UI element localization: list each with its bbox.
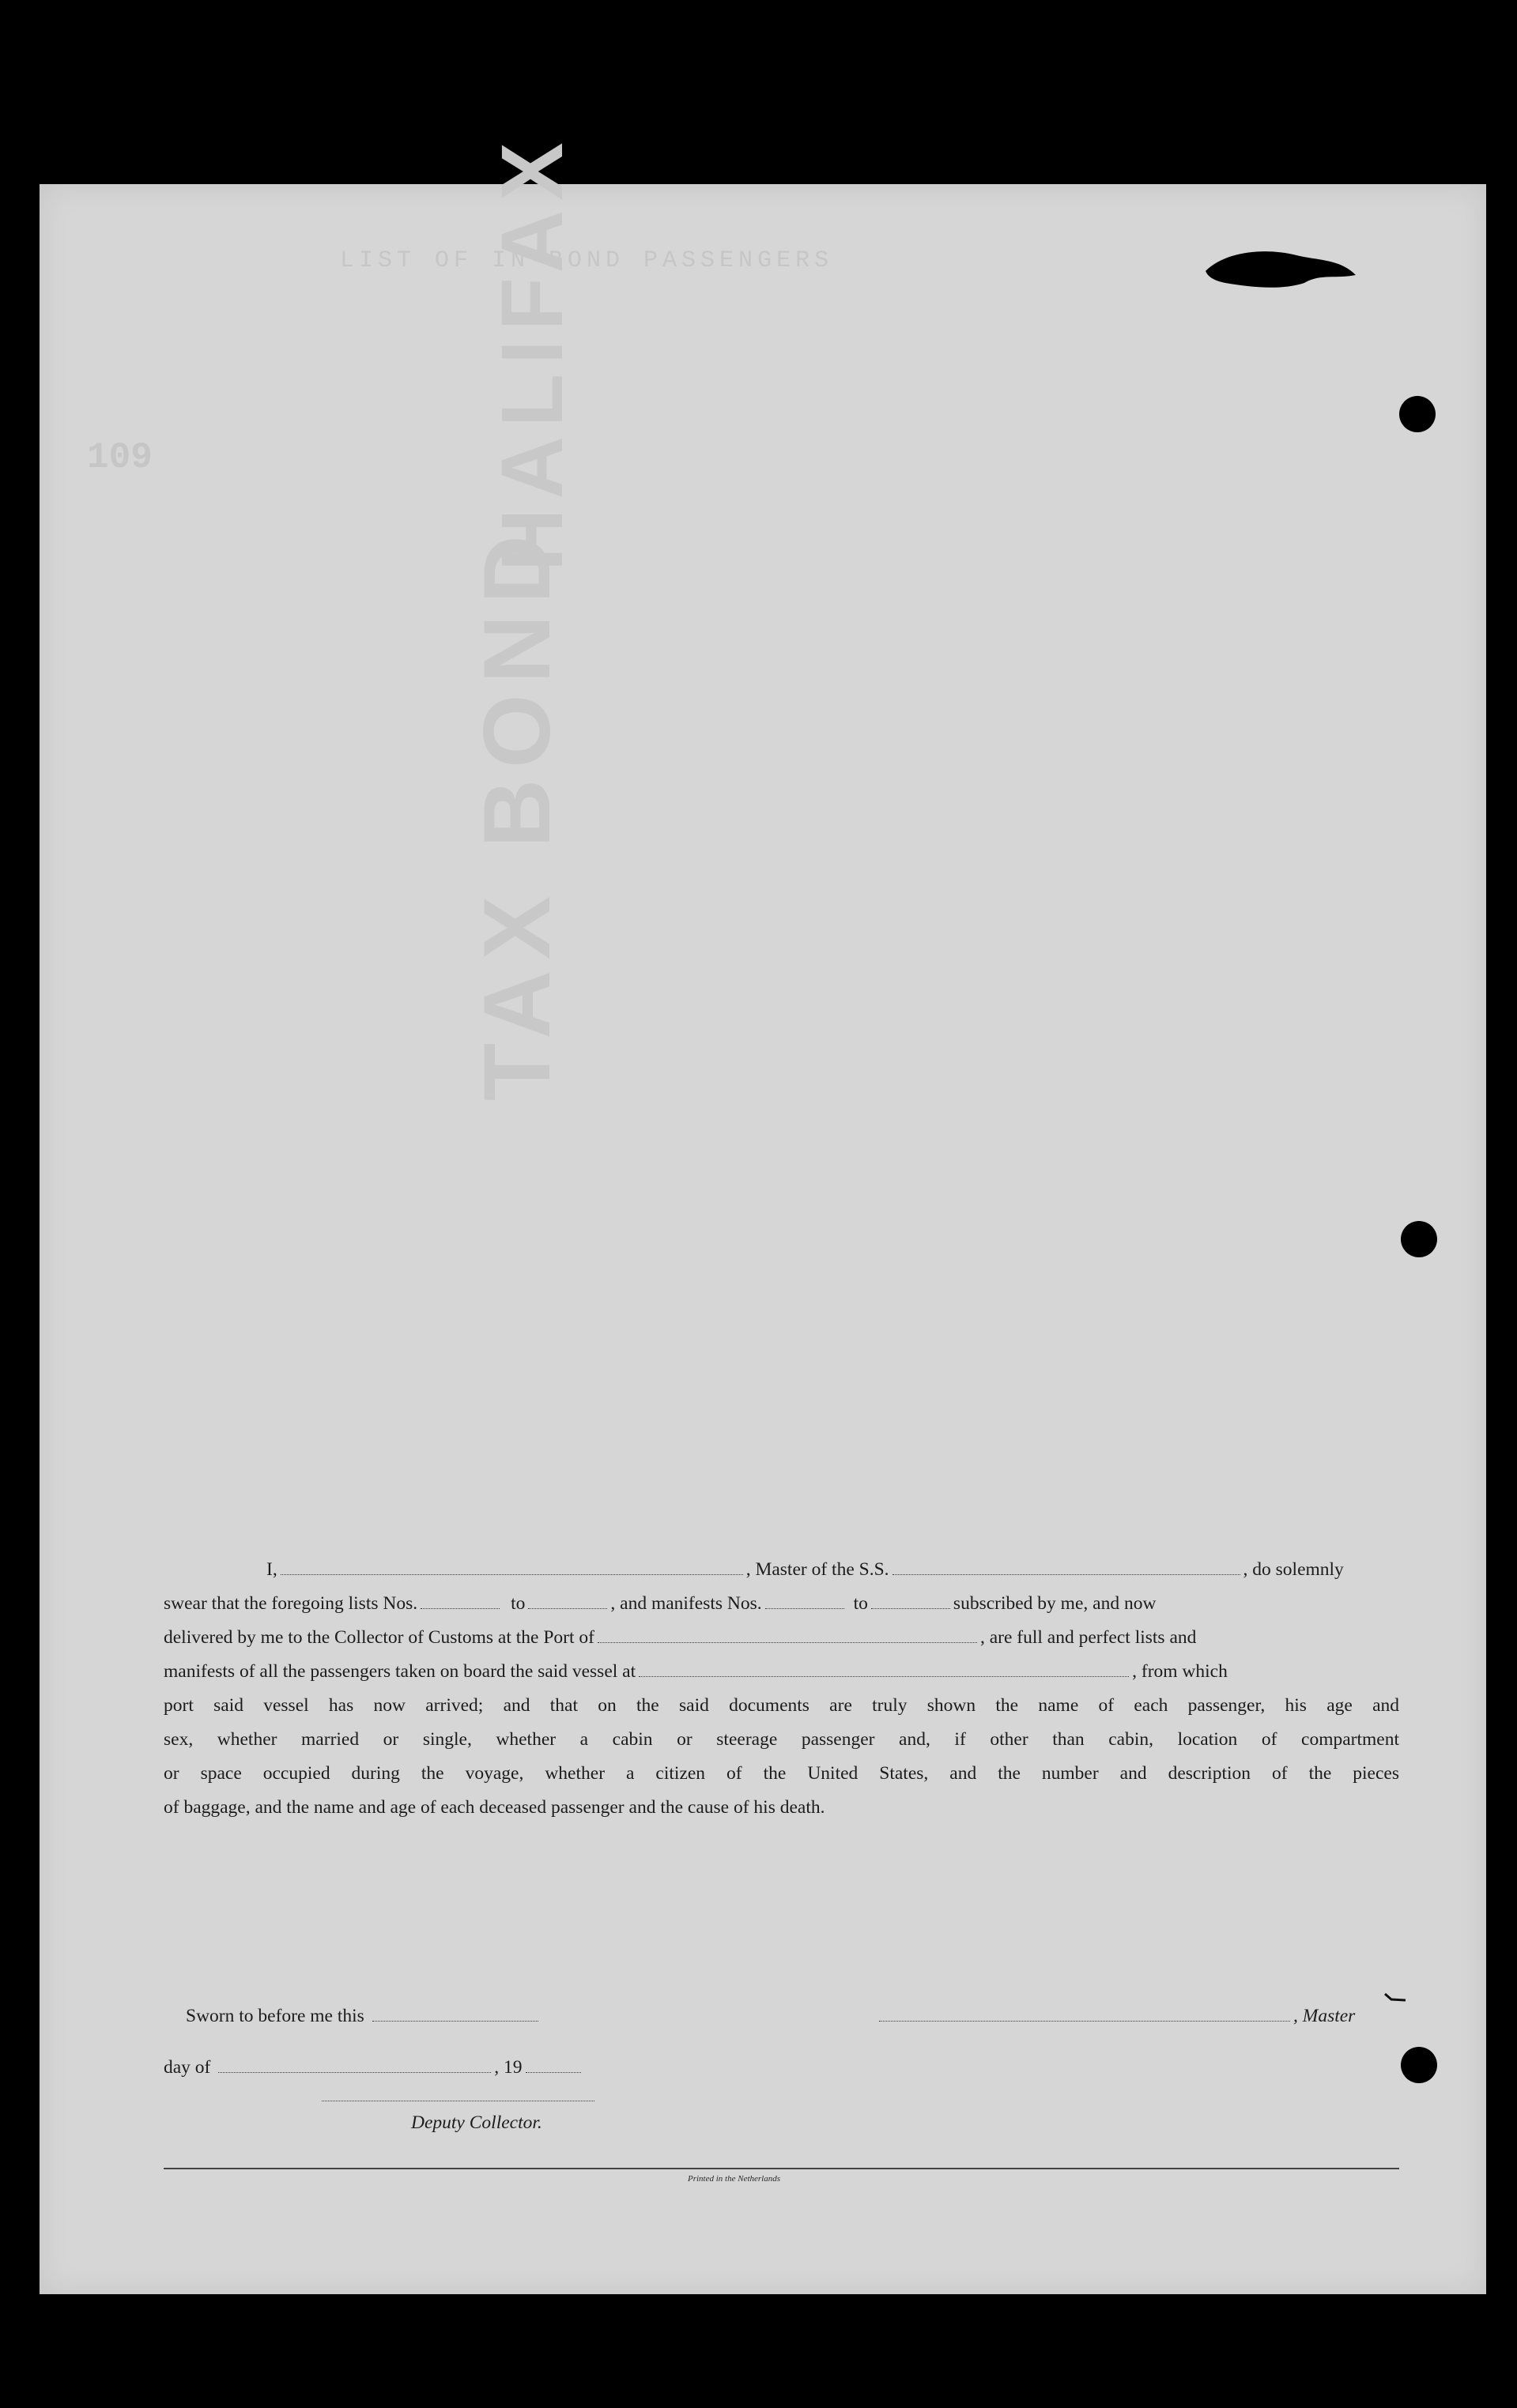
departure-port-blank[interactable] <box>639 1661 1129 1677</box>
oath-line-8: of baggage, and the name and age of each deceased passenger and the cause of his death. <box>164 1797 825 1818</box>
oath-line-7: or space occupied during the voyage, whether a citizen of the United States, and the number and description of the pieces <box>164 1763 1399 1784</box>
oath-text: , do solemnly <box>1243 1559 1344 1580</box>
footer-rule <box>164 2168 1399 2169</box>
master-signature-line <box>876 2006 1355 2027</box>
punch-hole <box>1399 396 1436 432</box>
manifests-from-blank[interactable] <box>765 1593 844 1609</box>
ship-name-blank[interactable] <box>892 1559 1240 1575</box>
torn-corner <box>1202 243 1360 291</box>
master-label: , Master <box>1293 2006 1356 2026</box>
oath-text: delivered by me to the Collector of Customs at the Port of <box>164 1627 594 1648</box>
ghost-stamp-tax-bond: TAX BOND <box>464 524 570 1101</box>
master-signature-blank[interactable] <box>879 2006 1290 2022</box>
oath-line-4 <box>164 1655 1399 1689</box>
lists-to-blank[interactable] <box>528 1593 607 1609</box>
oath-text: , from which <box>1132 1661 1228 1682</box>
ghost-title: LIST OF IN-BOND PASSENGERS <box>340 247 834 274</box>
oath-line-6: sex, whether married or single, whether a cabin or steerage passenger and, if other than cabin, location of compartment <box>164 1729 1399 1750</box>
day-of-label: day of <box>164 2057 211 2078</box>
document-page <box>40 133 1486 2294</box>
lists-from-blank[interactable] <box>421 1593 500 1609</box>
oath-text: manifests of all the passengers taken on board the said vessel at <box>164 1661 636 1682</box>
sworn-line <box>186 2006 542 2027</box>
ghost-page-number: 109 <box>87 437 153 478</box>
year-prefix: , 19 <box>494 2057 523 2078</box>
oath-text: to <box>853 1593 868 1614</box>
oath-text: swear that the foregoing lists Nos. <box>164 1593 418 1614</box>
punch-hole <box>1401 1221 1437 1257</box>
printer-imprint: Printed in the Netherlands <box>688 2174 781 2184</box>
oath-text: , and manifests Nos. <box>610 1593 762 1614</box>
oath-line-1 <box>164 1553 1399 1587</box>
oath-line-3 <box>164 1621 1399 1655</box>
master-name-blank[interactable] <box>281 1559 743 1575</box>
sworn-date-blank[interactable] <box>372 2006 538 2022</box>
ink-mark <box>1383 1992 1407 2002</box>
oath-line-2 <box>164 1587 1399 1621</box>
ghost-stamp-halifax: HALIFAX <box>484 133 581 571</box>
punch-hole <box>1401 2047 1437 2083</box>
day-of-line <box>164 2057 584 2078</box>
oath-line-5: port said vessel has now arrived; and that on the said documents are truly shown the name of each passenger, his age and <box>164 1695 1399 1716</box>
port-blank[interactable] <box>598 1627 977 1643</box>
oath-text: to <box>511 1593 526 1614</box>
month-blank[interactable] <box>218 2057 491 2073</box>
deputy-collector-label: Deputy Collector. <box>411 2112 542 2133</box>
oath-text: , Master of the S.S. <box>745 1559 889 1580</box>
manifests-to-blank[interactable] <box>871 1593 950 1609</box>
year-blank[interactable] <box>526 2057 581 2073</box>
oath-text: I, <box>266 1559 277 1580</box>
oath-paragraph <box>164 1553 1399 1825</box>
oath-text: subscribed by me, and now <box>953 1593 1157 1614</box>
oath-text: , are full and perfect lists and <box>979 1627 1197 1648</box>
sworn-label: Sworn to before me this <box>186 2006 364 2026</box>
